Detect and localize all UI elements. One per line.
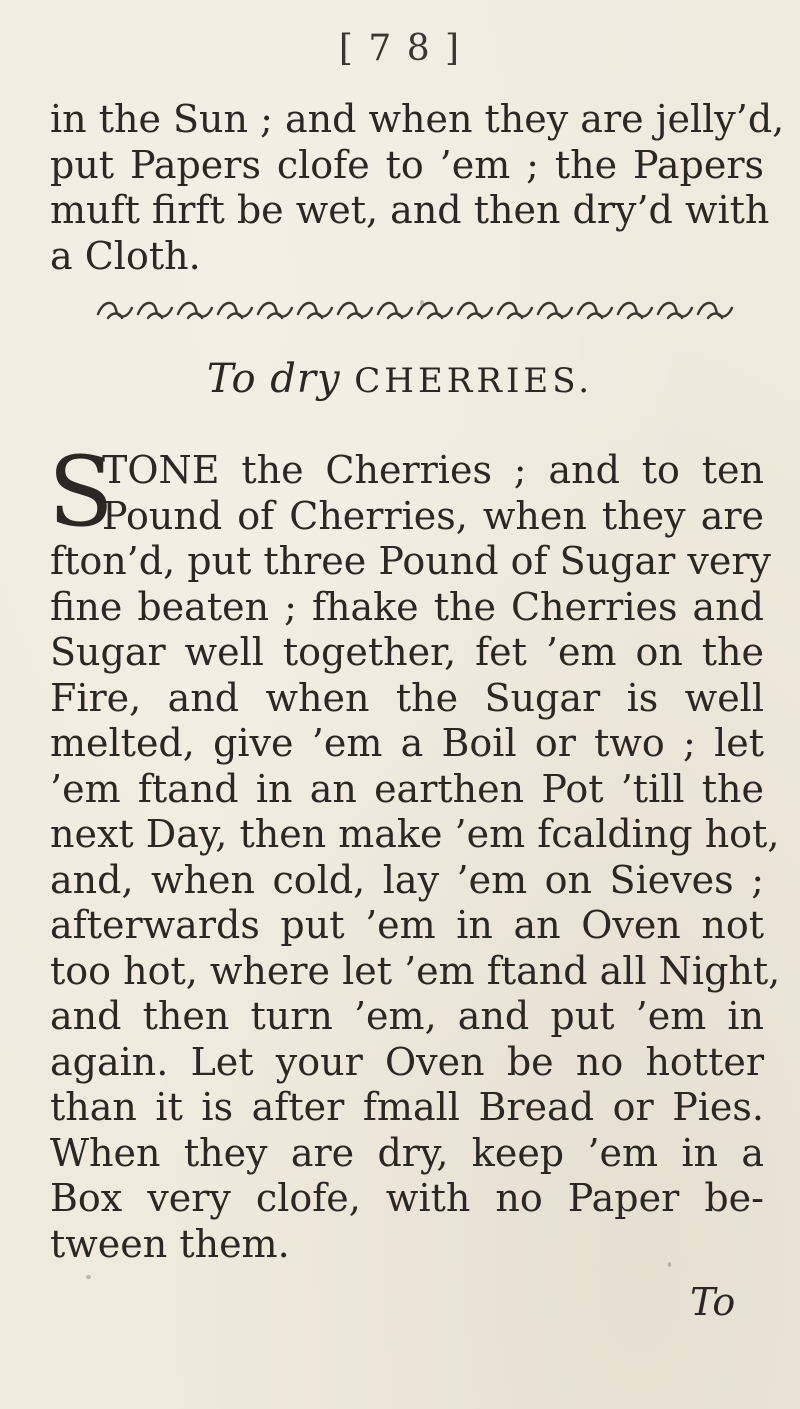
recipe-line: fine beaten ; fhake the Cherries and [50, 584, 764, 629]
flourish-segment [498, 303, 532, 318]
page-number: [ 7 8 ] [338, 28, 462, 69]
flourish-segment [258, 303, 292, 318]
intro-line: a Cloth. [50, 233, 201, 278]
recipe-line: and, when cold, lay ’em on Sieves ; [50, 857, 764, 902]
flourish-segment [338, 303, 372, 318]
flourish-segment [138, 303, 172, 318]
flourish-segment [578, 303, 612, 318]
flourish-segment [458, 303, 492, 318]
flourish-segment [698, 303, 732, 318]
recipe-line: Pound of Cherries, when they are [102, 493, 764, 538]
recipe-line: again. Let your Oven be no hotter [50, 1039, 764, 1084]
recipe-line: afterwards put ’em in an Oven not [50, 903, 764, 947]
flourish-segment [298, 303, 332, 318]
recipe-line: Sugar well together, fet ’em on the [50, 630, 764, 674]
paper-speck [420, 300, 424, 306]
recipe-line: fton’d, put three Pound of Sugar very [50, 539, 771, 583]
paper-speck [86, 1275, 91, 1279]
recipe-line: and then turn ’em, and put ’em in [50, 994, 764, 1038]
intro-paragraph [50, 97, 785, 279]
catchword: To [690, 1280, 736, 1324]
flourish-segment [178, 303, 212, 318]
recipe-heading [0, 356, 800, 402]
flourish-segment [98, 303, 132, 318]
recipe-line: than it is after fmall Bread or Pies. [50, 1085, 764, 1129]
flourish-segment [218, 303, 252, 318]
heading-title: CHERRIES. [354, 361, 594, 401]
flourish-segment [378, 303, 412, 318]
intro-line: put Papers clofe to ’em ; the Papers [50, 142, 764, 187]
recipe-line: too hot, where let ’em ftand all Night, [50, 948, 781, 993]
recipe-line: next Day, then make ’em fcalding hot, [50, 812, 780, 856]
recipe-line: Fire, and when the Sugar is well [50, 675, 764, 720]
recipe-line: TONE the Cherries ; and to ten [102, 448, 764, 492]
recipe-line: Box very clofe, with no Paper be- [50, 1176, 764, 1220]
printers-flourish-ornament-icon [96, 298, 736, 322]
intro-line: muft firft be wet, and then dry’d with [50, 188, 770, 232]
recipe-line: ’em ftand in an earthen Pot ’till the [50, 766, 764, 811]
recipe-line: melted, give ’em a Boil or two ; let [50, 721, 764, 765]
recipe-line: tween them. [50, 1221, 290, 1266]
flourish-segment [618, 303, 652, 318]
heading-prefix: To dry [206, 356, 341, 402]
recipe-line: When they are dry, keep ’em in a [50, 1130, 764, 1175]
flourish-segment [538, 303, 572, 318]
recipe-paragraph [48, 436, 781, 1267]
intro-line: in the Sun ; and when they are jelly’d, [50, 97, 785, 141]
paper-speck [668, 1262, 671, 1267]
flourish-segment [658, 303, 692, 318]
drop-cap: S [48, 436, 114, 548]
